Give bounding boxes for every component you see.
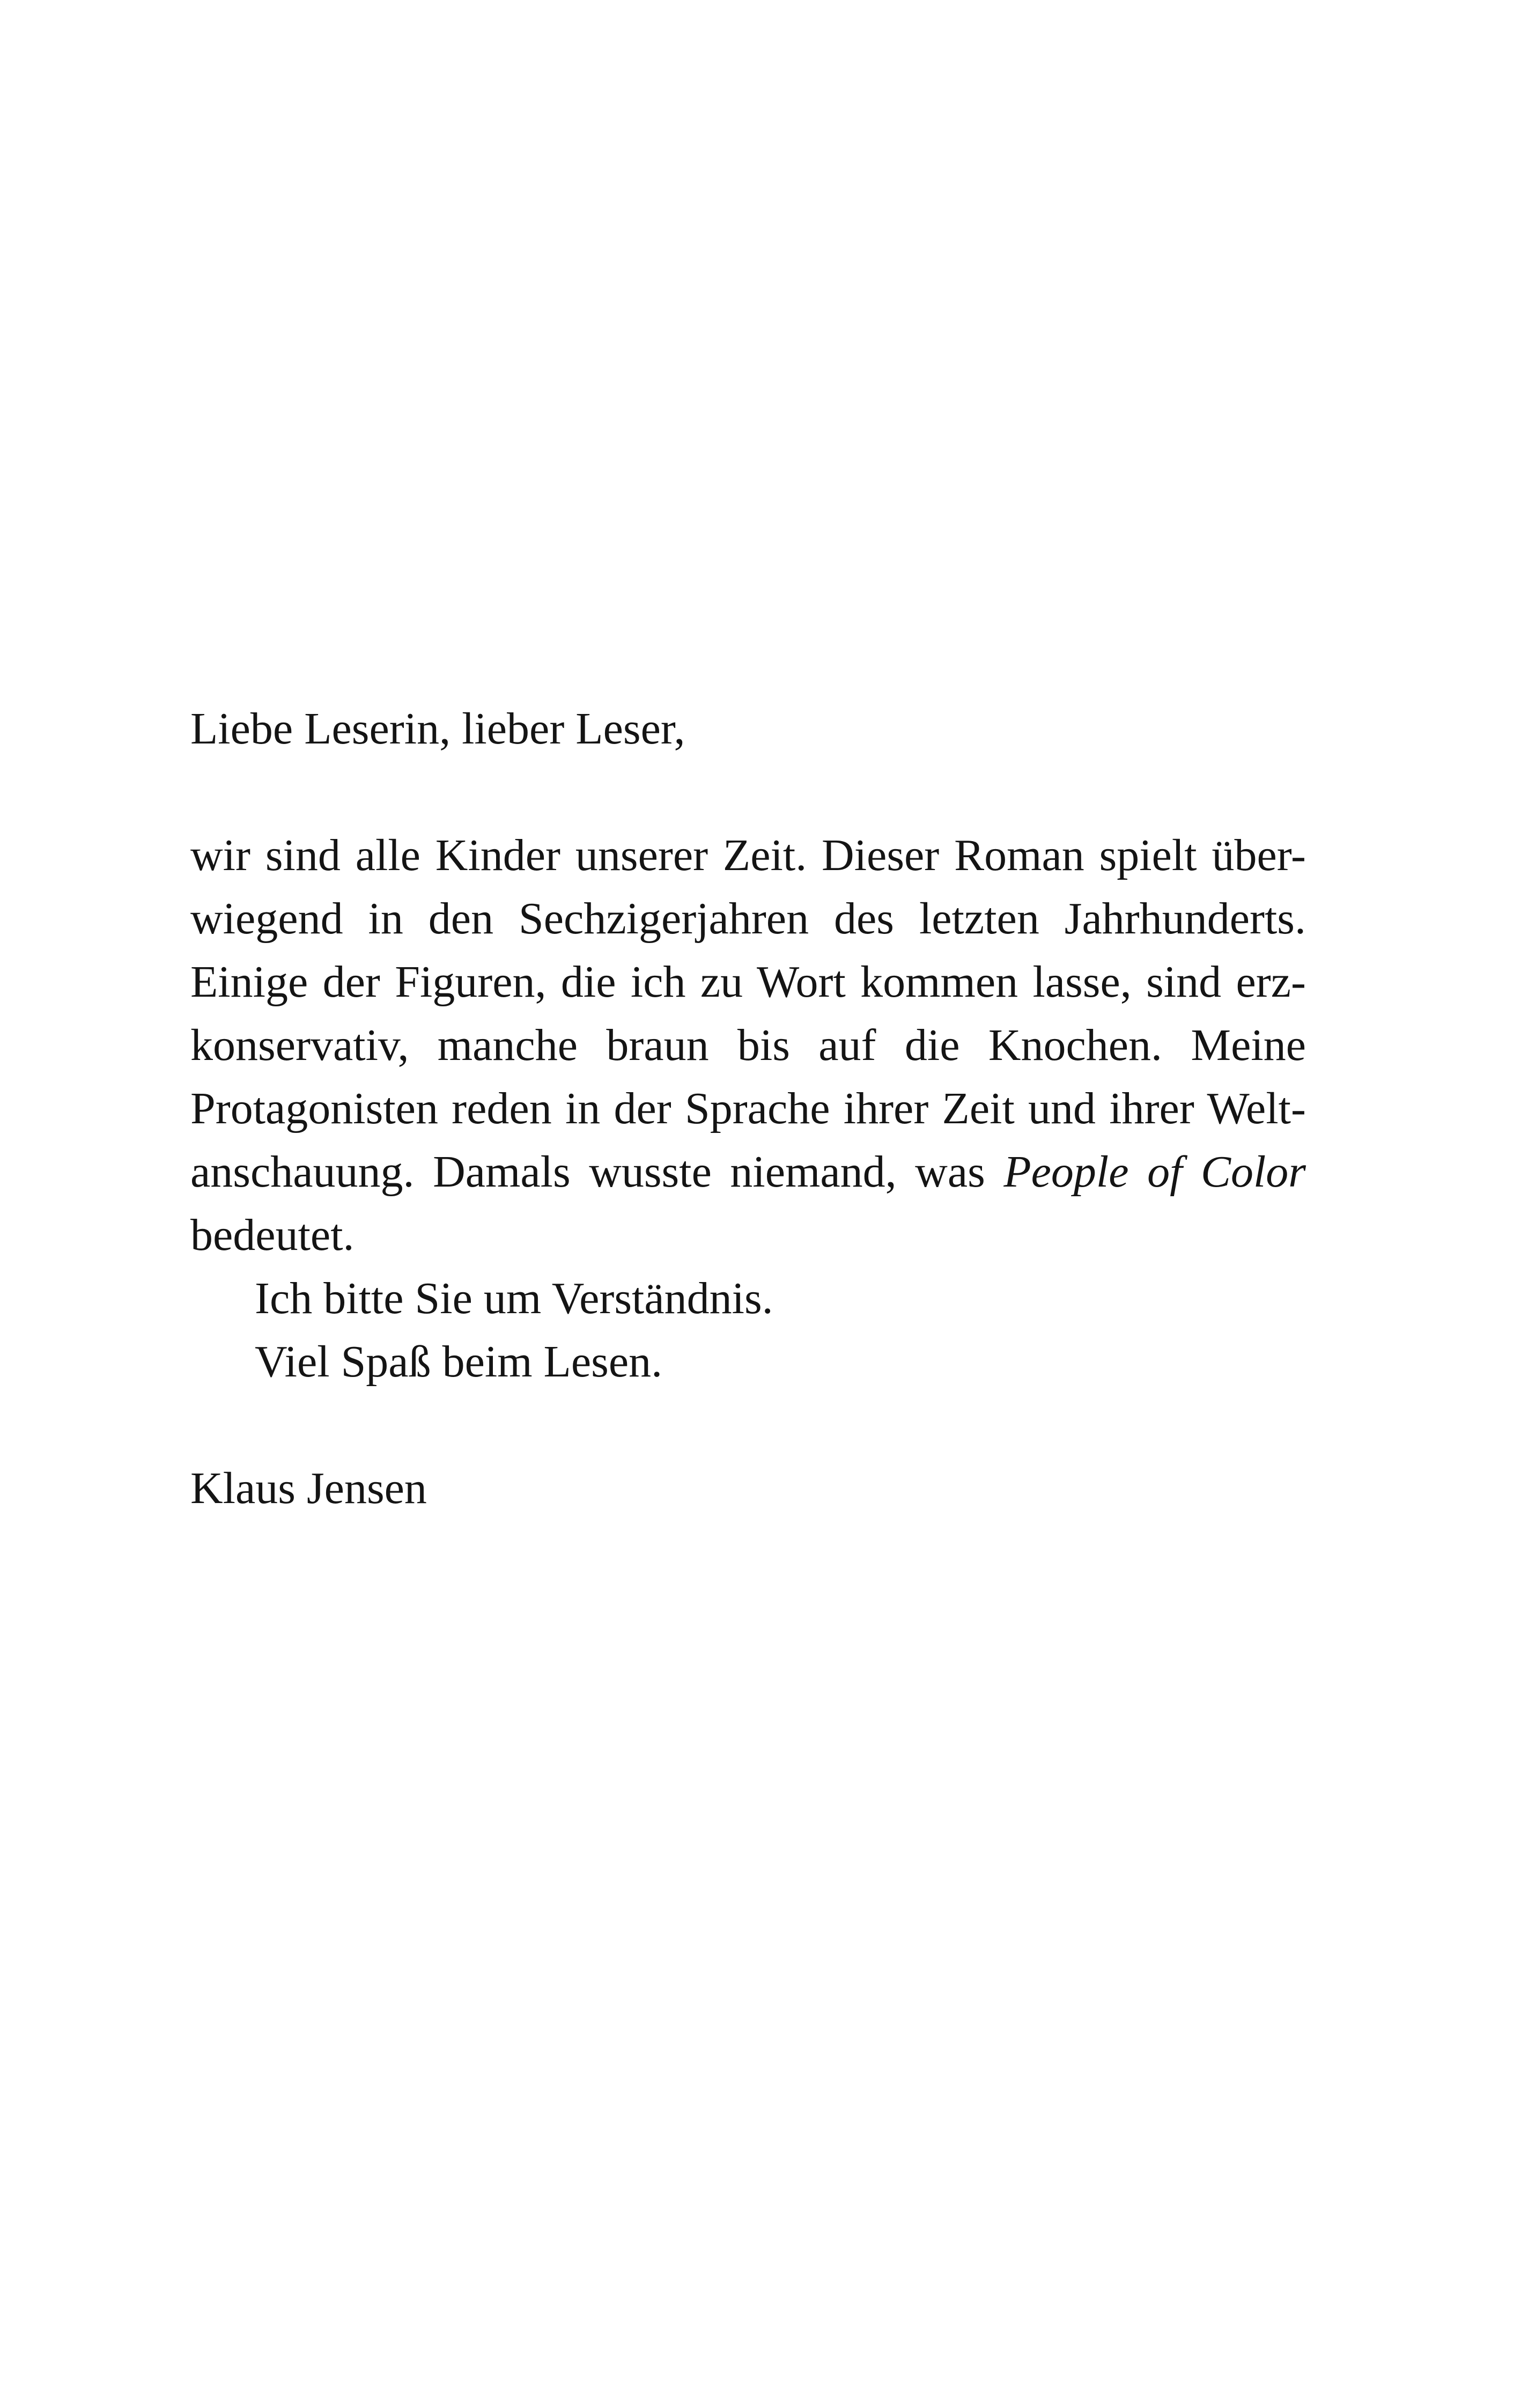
blank-line xyxy=(190,761,1306,824)
paragraph-line-3: Einige der Figuren, die ich zu Wort kommen lasse, sind erz- xyxy=(190,957,1306,1007)
paragraph-line-6-text: anschauung. Damals wusste niemand, was xyxy=(190,1147,985,1197)
blank-line xyxy=(190,1394,1306,1457)
closing-line-1: Ich bitte Sie um Verständnis. xyxy=(255,1273,773,1323)
paragraph-line-5: Protagonisten reden in der Sprache ihrer Zeit und ihrer Welt- xyxy=(190,1084,1306,1133)
letter-text-block xyxy=(190,697,1306,1520)
paragraph-line-2: wiegend in den Sechzigerjahren des letzten Jahrhunderts. xyxy=(190,894,1306,944)
salutation-line: Liebe Leserin, lieber Leser, xyxy=(190,704,685,754)
paragraph-line-1: wir sind alle Kinder unserer Zeit. Dieser Roman spielt über- xyxy=(190,830,1306,880)
paragraph-line-4: konservativ, manche braun bis auf die Knochen. Meine xyxy=(190,1020,1306,1070)
italic-phrase: People of Color xyxy=(1003,1147,1306,1197)
paragraph-line-6 xyxy=(190,1140,1306,1204)
signature: Klaus Jensen xyxy=(190,1463,427,1513)
paragraph-last-line: bedeutet. xyxy=(190,1210,355,1260)
closing-line-2: Viel Spaß beim Lesen. xyxy=(255,1337,663,1387)
